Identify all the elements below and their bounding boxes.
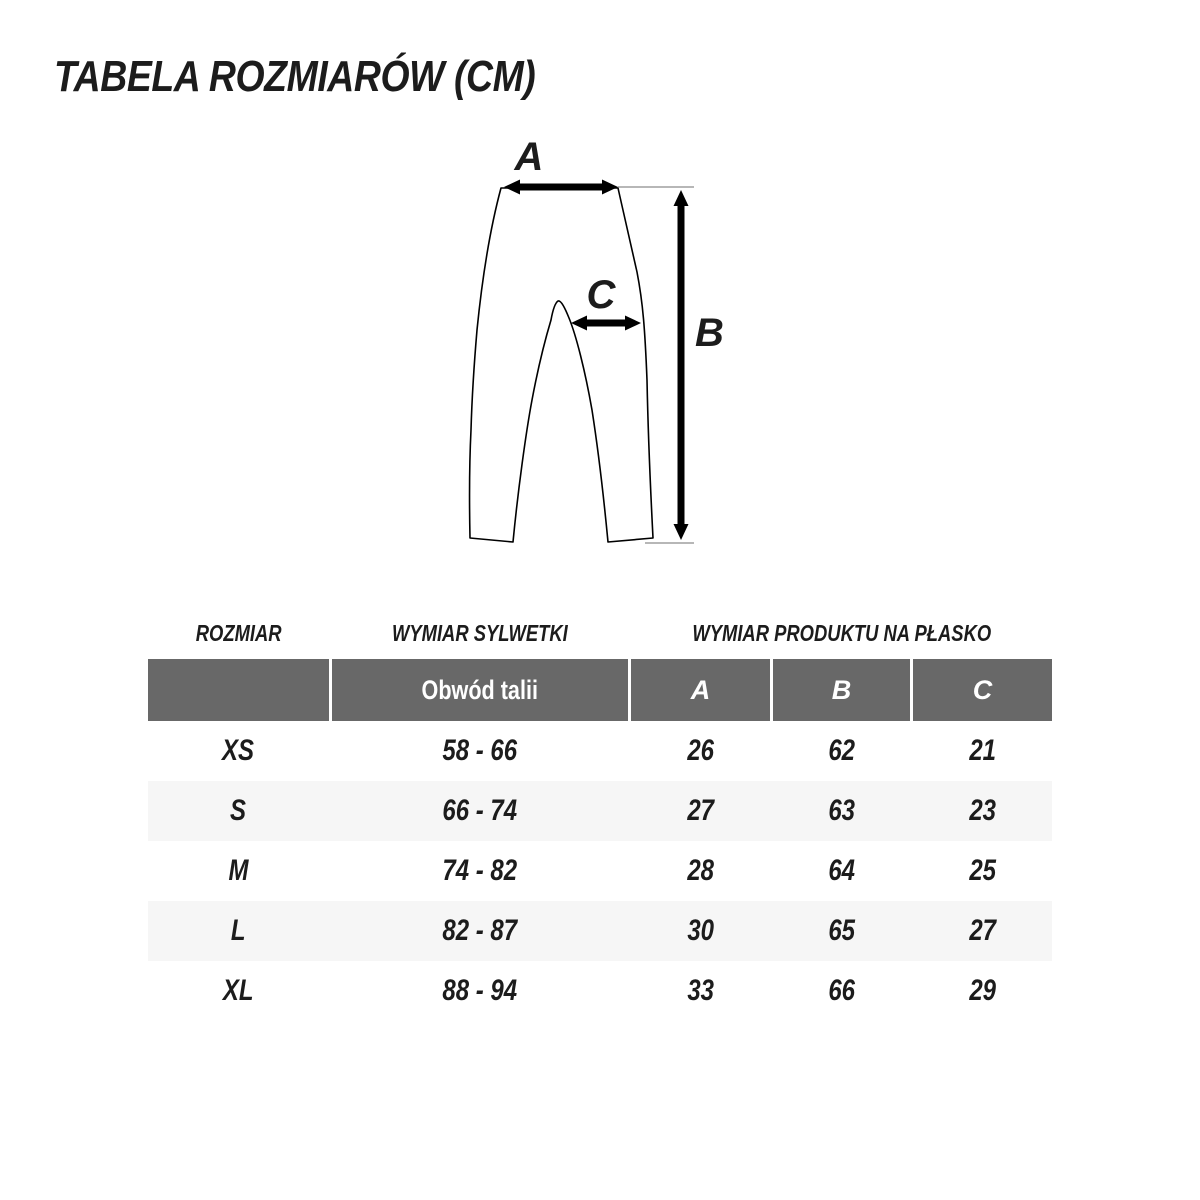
waist-value: 82 - 87 — [442, 914, 518, 947]
c-value: 27 — [969, 914, 996, 947]
cell-waist — [332, 901, 628, 961]
cell-waist — [332, 961, 628, 1021]
pants-measurement-diagram — [440, 130, 760, 560]
size-value: M — [228, 854, 249, 887]
table-row-l — [148, 901, 1052, 961]
group-header-product-label: WYMIAR PRODUKTU NA PŁASKO — [692, 619, 991, 646]
size-table — [148, 618, 1052, 1021]
cell-a — [631, 721, 770, 781]
cell-waist — [332, 781, 628, 841]
cell-size — [148, 901, 329, 961]
c-value: 21 — [969, 734, 996, 767]
header-waist-label: Obwód talii — [421, 674, 539, 705]
a-value: 27 — [687, 794, 714, 827]
cell-b — [773, 781, 910, 841]
waist-value: 66 - 74 — [442, 794, 518, 827]
cell-c — [913, 721, 1052, 781]
diagram-label-c: C — [586, 273, 616, 317]
size-value: XS — [222, 734, 255, 767]
header-a-label: A — [690, 674, 711, 705]
table-group-header-row — [148, 618, 1052, 648]
cell-c — [913, 781, 1052, 841]
cell-c — [913, 841, 1052, 901]
table-header-row — [148, 659, 1052, 721]
header-cell-c — [913, 659, 1052, 721]
size-value: S — [230, 794, 247, 827]
b-value: 65 — [828, 914, 855, 947]
cell-waist — [332, 841, 628, 901]
b-value: 64 — [828, 854, 855, 887]
c-value: 25 — [969, 854, 996, 887]
table-row-xl — [148, 961, 1052, 1021]
diagram-label-b: B — [695, 311, 724, 355]
header-c-label: C — [972, 674, 993, 705]
size-value: XL — [223, 974, 254, 1007]
group-header-body-label: WYMIAR SYLWETKI — [392, 619, 568, 646]
a-value: 28 — [687, 854, 714, 887]
cell-a — [631, 901, 770, 961]
group-header-size-label: ROZMIAR — [195, 619, 282, 646]
c-value: 29 — [969, 974, 996, 1007]
a-value: 30 — [687, 914, 714, 947]
cell-c — [913, 961, 1052, 1021]
cell-c — [913, 901, 1052, 961]
cell-a — [631, 841, 770, 901]
cell-a — [631, 961, 770, 1021]
cell-b — [773, 721, 910, 781]
page-title: TABELA ROZMIARÓW (CM) — [54, 52, 536, 101]
cell-waist — [332, 721, 628, 781]
group-header-product — [631, 618, 1052, 648]
table-row-xs — [148, 721, 1052, 781]
c-value: 23 — [969, 794, 996, 827]
b-value: 66 — [828, 974, 855, 1007]
group-header-size — [148, 618, 329, 648]
group-header-body — [332, 618, 628, 648]
cell-size — [148, 841, 329, 901]
diagram-label-a: A — [514, 135, 544, 179]
cell-b — [773, 961, 910, 1021]
header-cell-b — [773, 659, 910, 721]
measure-arrow-b — [674, 190, 689, 540]
cell-a — [631, 781, 770, 841]
a-value: 26 — [687, 734, 714, 767]
a-value: 33 — [687, 974, 714, 1007]
cell-size — [148, 721, 329, 781]
waist-value: 88 - 94 — [442, 974, 518, 1007]
header-b-label: B — [831, 674, 852, 705]
waist-value: 58 - 66 — [442, 734, 518, 767]
header-cell-size-empty — [148, 659, 329, 721]
cell-b — [773, 901, 910, 961]
cell-b — [773, 841, 910, 901]
waist-value: 74 - 82 — [442, 854, 518, 887]
header-cell-a — [631, 659, 770, 721]
pants-outline — [470, 188, 653, 542]
header-cell-waist — [332, 659, 628, 721]
size-value: L — [231, 914, 246, 947]
cell-size — [148, 961, 329, 1021]
cell-size — [148, 781, 329, 841]
table-row-m — [148, 841, 1052, 901]
b-value: 63 — [828, 794, 855, 827]
b-value: 62 — [828, 734, 855, 767]
table-row-s — [148, 781, 1052, 841]
